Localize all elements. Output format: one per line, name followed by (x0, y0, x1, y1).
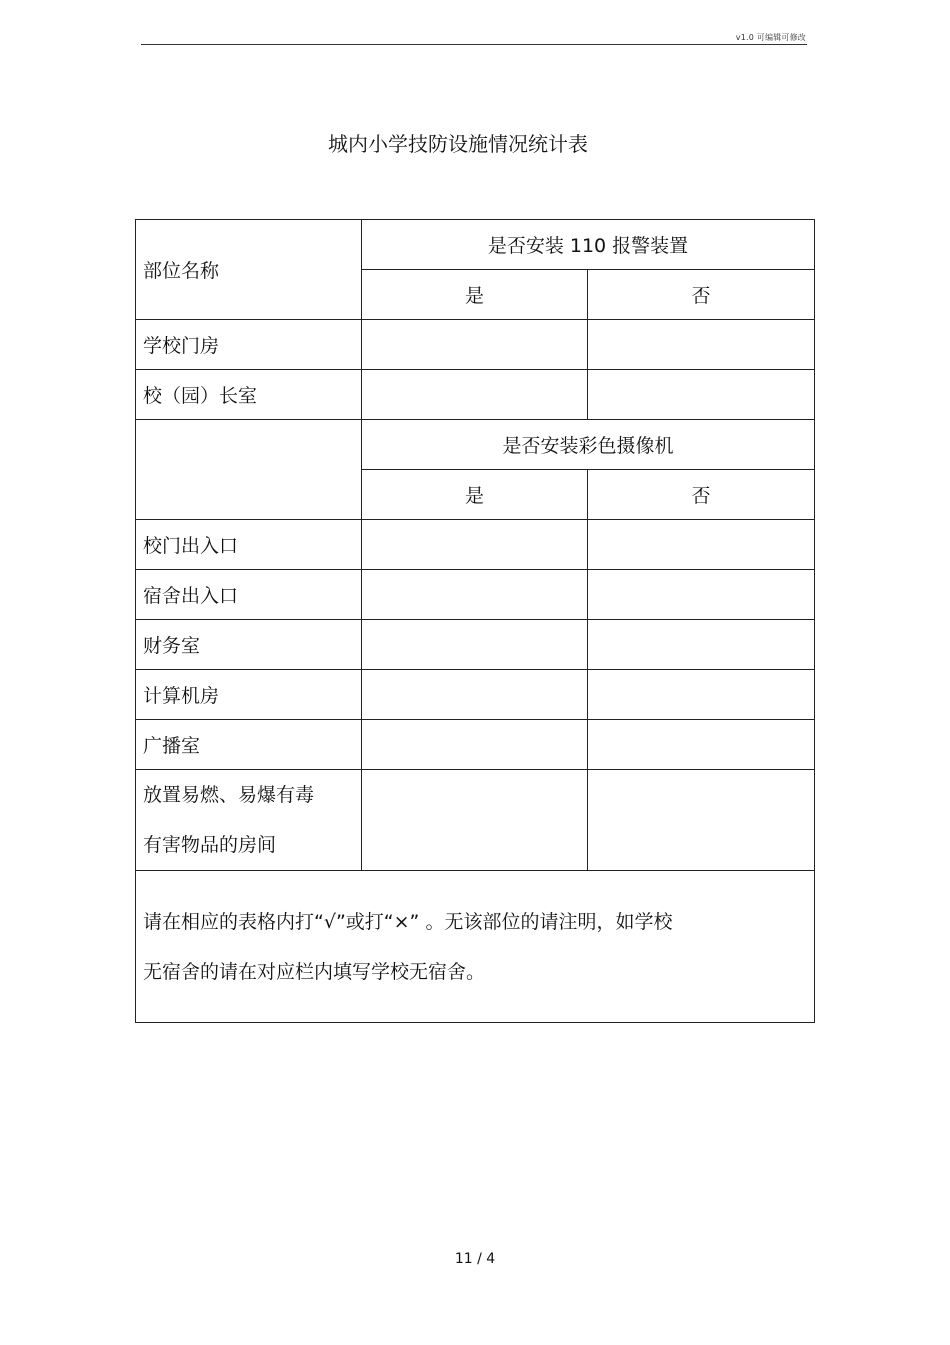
row-label: 计算机房 (136, 670, 362, 720)
table-header-row-1 (136, 220, 815, 270)
no-cell[interactable] (588, 320, 815, 370)
alarm-section-heading: 是否安装 110 报警装置 (362, 220, 815, 270)
table-row (136, 770, 815, 871)
header-version-text: v1.0 可编辑可修改 (735, 33, 806, 42)
table-row (136, 520, 815, 570)
yes-cell[interactable] (362, 720, 588, 770)
camera-section-heading: 是否安装彩色摄像机 (362, 420, 815, 470)
yes-cell[interactable] (362, 520, 588, 570)
location-column-header: 部位名称 (136, 220, 362, 320)
no-cell[interactable] (588, 770, 815, 871)
header-rule (141, 44, 807, 45)
camera-header-row-1 (136, 420, 815, 470)
no-cell[interactable] (588, 670, 815, 720)
alarm-yes-header: 是 (362, 270, 588, 320)
no-cell[interactable] (588, 720, 815, 770)
table-row (136, 670, 815, 720)
row-label: 校（园）长室 (136, 370, 362, 420)
no-cell[interactable] (588, 520, 815, 570)
row-label-line-1: 放置易燃、易爆有毒 (143, 784, 315, 806)
yes-cell[interactable] (362, 670, 588, 720)
note-line-2: 无宿舍的请在对应栏内填写学校无宿舍。 (143, 960, 486, 983)
row-label: 广播室 (136, 720, 362, 770)
row-label: 宿舍出入口 (136, 570, 362, 620)
table-row (136, 570, 815, 620)
page-number: 11 / 4 (454, 1251, 496, 1267)
no-cell[interactable] (588, 620, 815, 670)
instruction-note (136, 871, 815, 1023)
camera-no-header: 否 (588, 470, 815, 520)
document-title: 城内小学技防设施情况统计表 (328, 132, 588, 156)
table-row (136, 620, 815, 670)
table-row (136, 720, 815, 770)
yes-cell[interactable] (362, 370, 588, 420)
row-label: 校门出入口 (136, 520, 362, 570)
yes-cell[interactable] (362, 620, 588, 670)
camera-yes-header: 是 (362, 470, 588, 520)
no-cell[interactable] (588, 570, 815, 620)
note-row (136, 871, 815, 1023)
statistics-table (135, 219, 815, 1023)
table-row (136, 320, 815, 370)
camera-blank-cell (136, 420, 362, 520)
yes-cell[interactable] (362, 770, 588, 871)
no-cell[interactable] (588, 370, 815, 420)
row-label: 财务室 (136, 620, 362, 670)
table-row (136, 370, 815, 420)
row-label-line-2: 有害物品的房间 (143, 834, 277, 856)
yes-cell[interactable] (362, 570, 588, 620)
note-line-1: 请在相应的表格内打“√”或打“×” 。无该部位的请注明，如学校 (143, 910, 673, 933)
row-label: 学校门房 (136, 320, 362, 370)
row-label-hazardous-room (136, 770, 362, 871)
yes-cell[interactable] (362, 320, 588, 370)
alarm-no-header: 否 (588, 270, 815, 320)
